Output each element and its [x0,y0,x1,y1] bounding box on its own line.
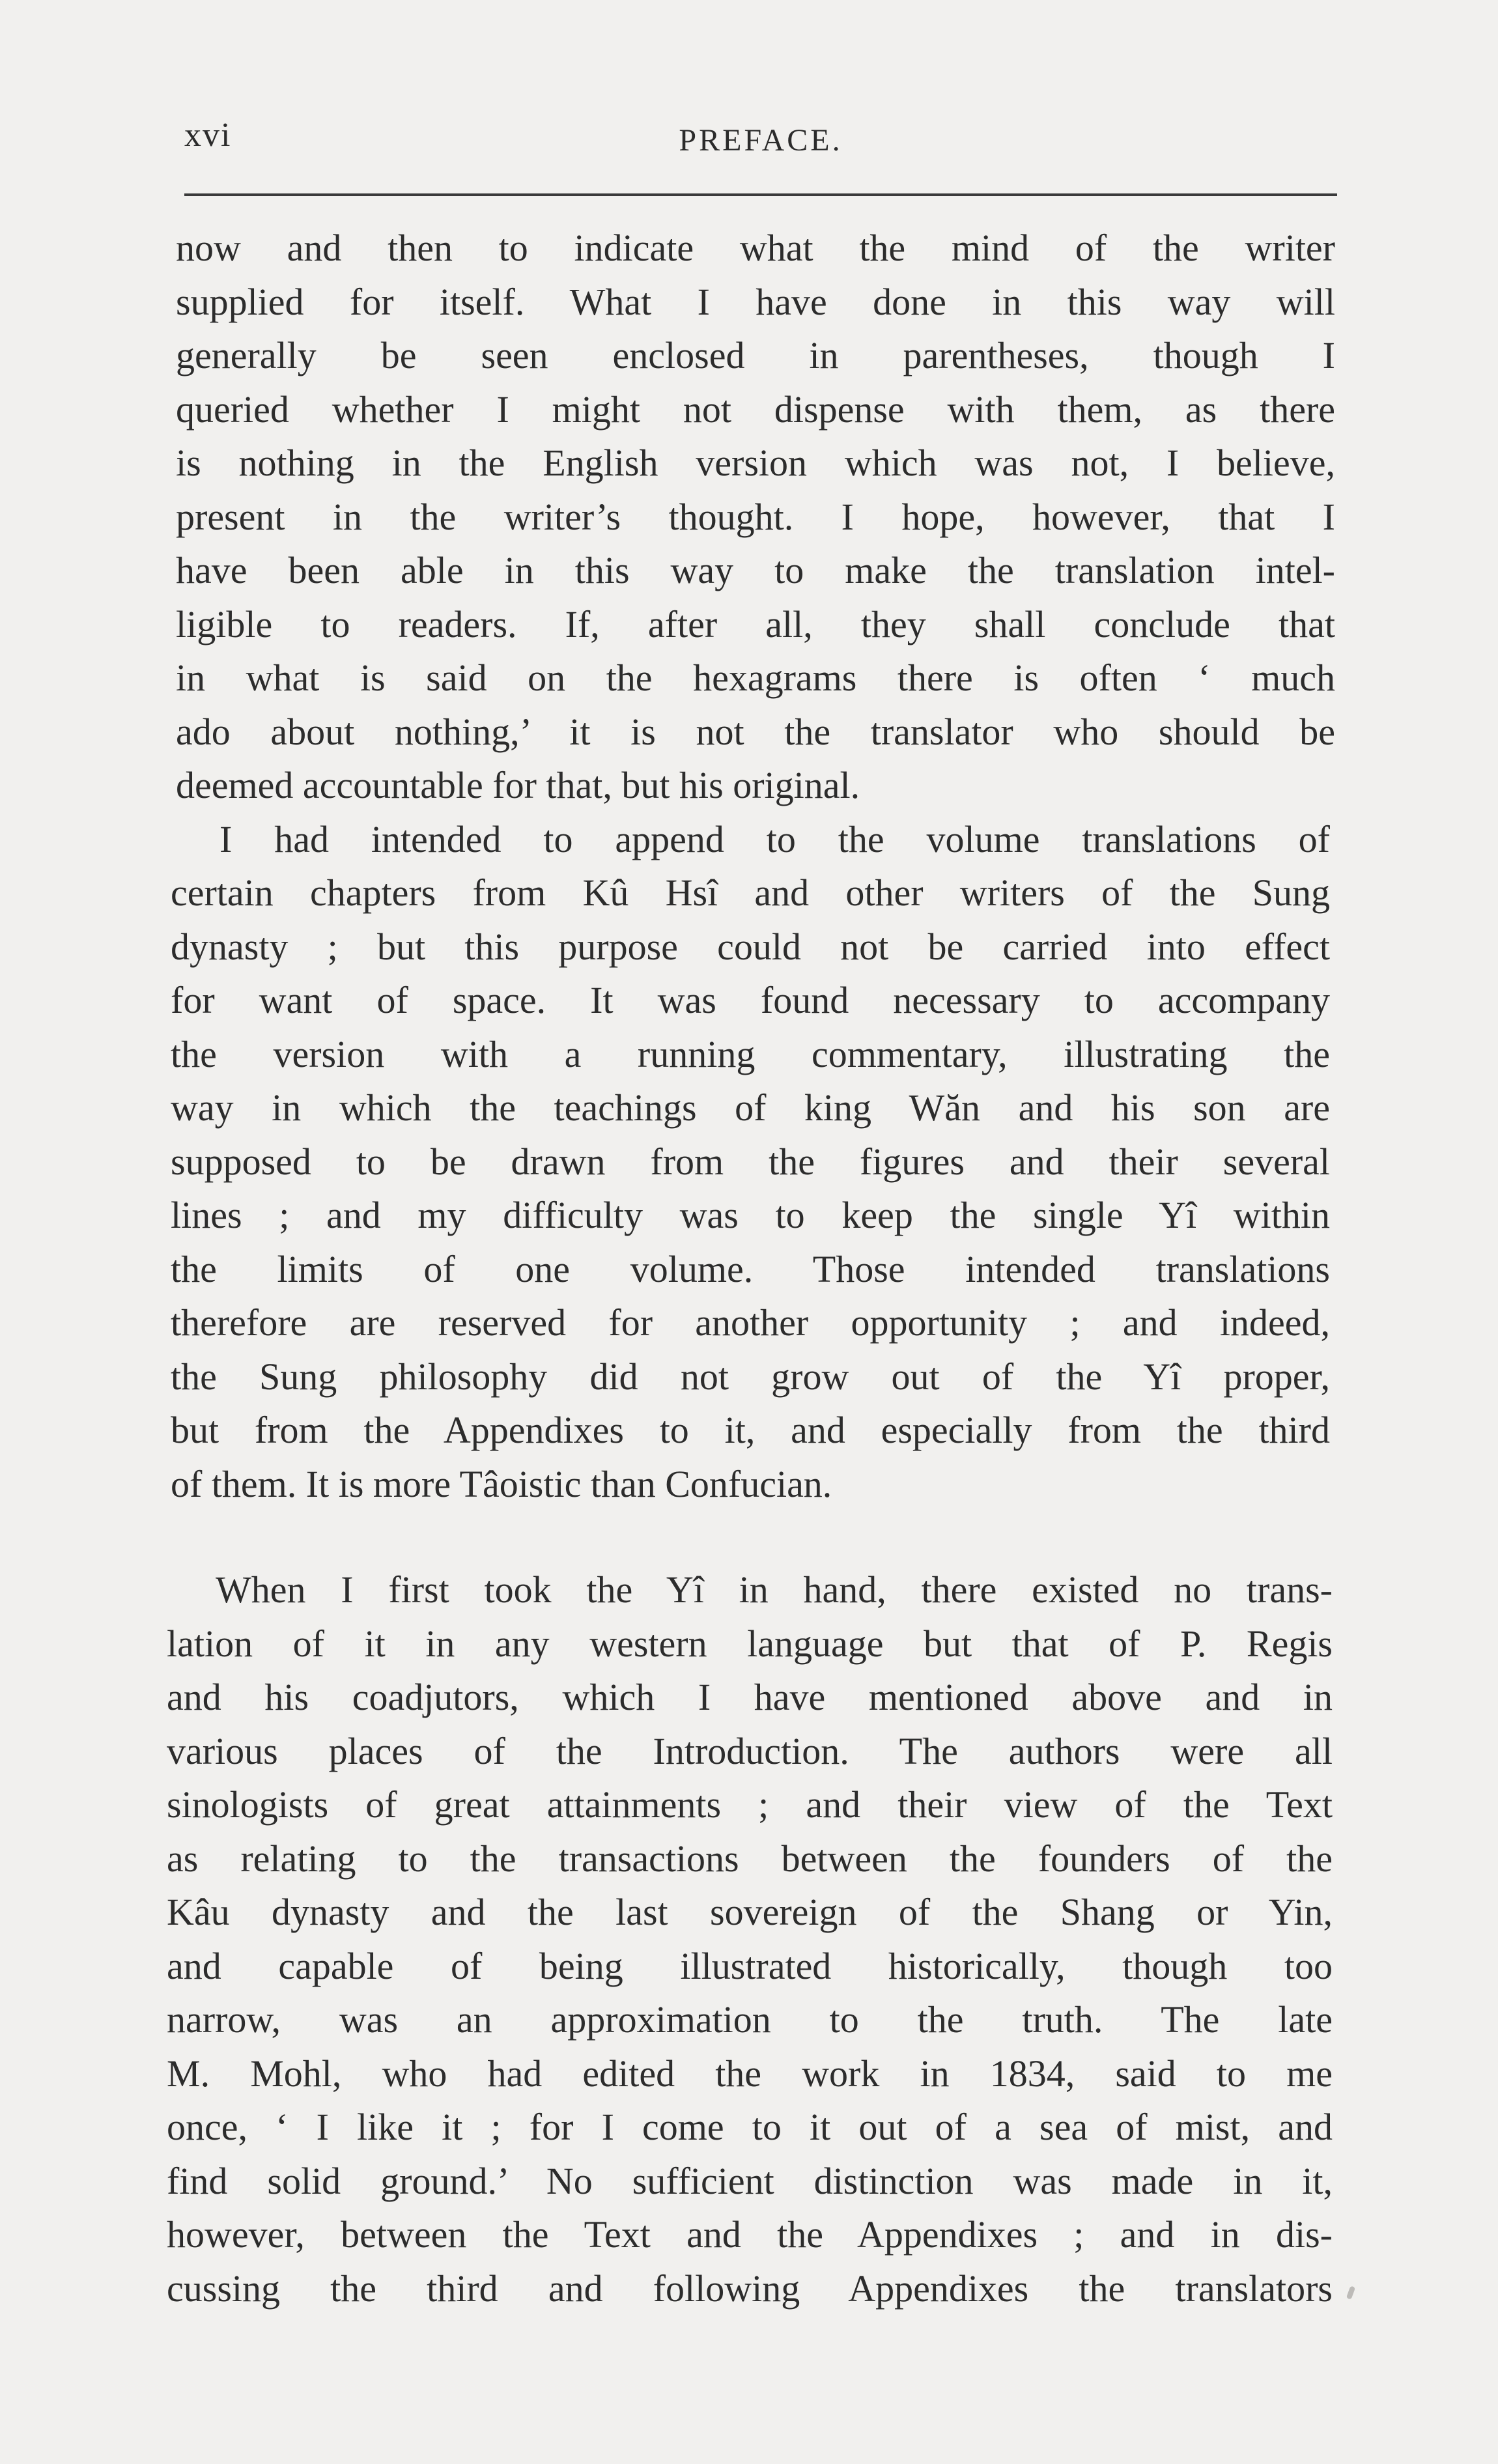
text-line: present in the writer’s thought. I hope, however, that I [176,495,1335,538]
text-line: queried whether I might not dispense with them, as there [176,388,1335,431]
page-blemish [1346,2286,1355,2300]
text-line: the Sung philosophy did not grow out of the Yî proper, [171,1355,1330,1398]
text-line: certain chapters from Kû Hsî and other writers of the Sung [171,871,1330,914]
page-number: xvi [184,117,232,154]
text-line: therefore are reserved for another opportunity ; and indeed, [171,1301,1330,1344]
text-line: I had intended to append to the volume translations of [219,817,1330,860]
text-line: for want of space. It was found necessary to accompany [171,979,1330,1021]
text-line: the limits of one volume. Those intended translations [171,1247,1330,1290]
text-line: in what is said on the hexagrams there is often ‘ much [176,657,1335,699]
text-line: is nothing in the English version which was not, I believe, [176,442,1335,484]
paragraph-1 [176,221,1335,813]
text-line: dynasty ; but this purpose could not be carried into effect [171,925,1330,968]
text-line: supposed to be drawn from the figures and their several [171,1140,1330,1183]
text-line: generally be seen enclosed in parentheses, though I [176,334,1335,376]
text-line: ligible to readers. If, after all, they shall conclude that [176,602,1335,645]
text-line: M. Mohl, who had edited the work in 1834, said to me [167,2052,1333,2095]
text-line: the version with a running commentary, illustrating the [171,1032,1330,1075]
text-line: however, between the Text and the Appendixes ; and in dis- [167,2213,1333,2256]
text-line: sinologists of great attainments ; and their view of the Text [167,1783,1333,1826]
body-text [167,221,1335,2315]
text-line: deemed accountable for that, but his original. [176,764,860,806]
text-line: narrow, was an approximation to the truth. The late [167,1998,1333,2041]
text-line: of them. It is more Tâoistic than Confucian. [171,1462,832,1505]
text-line: cussing the third and following Appendixes the translators [167,2267,1333,2310]
text-line: once, ‘ I like it ; for I come to it out of a sea of mist, and [167,2106,1333,2148]
text-line: now and then to indicate what the mind of the writer [176,227,1335,269]
paragraph-2 [171,813,1330,1512]
text-line: as relating to the transactions between the founders of the [167,1837,1333,1880]
running-head: PREFACE. [679,123,843,158]
text-line: find solid ground.’ No sufficient distinction was made in it, [167,2159,1333,2202]
text-line: supplied for itself. What I have done in this way will [176,280,1335,323]
text-line: Kâu dynasty and the last sovereign of the Shang or Yin, [167,1891,1333,1933]
text-line: ado about nothing,’ it is not the translator who should be [176,710,1335,753]
text-line: but from the Appendixes to it, and especially from the third [171,1409,1330,1451]
text-line: have been able in this way to make the translation intel- [176,549,1335,591]
text-line: and capable of being illustrated historically, though too [167,1944,1333,1987]
text-line: way in which the teachings of king Wăn and his son are [171,1086,1330,1129]
text-line: lines ; and my difficulty was to keep the single Yî within [171,1194,1330,1236]
page-header [184,111,1337,163]
section-gap [176,1511,1335,1563]
header-rule [184,193,1337,196]
text-line: lation of it in any western language but that of P. Regis [167,1622,1333,1665]
text-line: various places of the Introduction. The authors were all [167,1729,1333,1772]
paragraph-3 [167,1563,1333,2315]
text-line: When I first took the Yî in hand, there existed no trans- [216,1568,1333,1611]
text-line: and his coadjutors, which I have mentioned above and in [167,1676,1333,1718]
